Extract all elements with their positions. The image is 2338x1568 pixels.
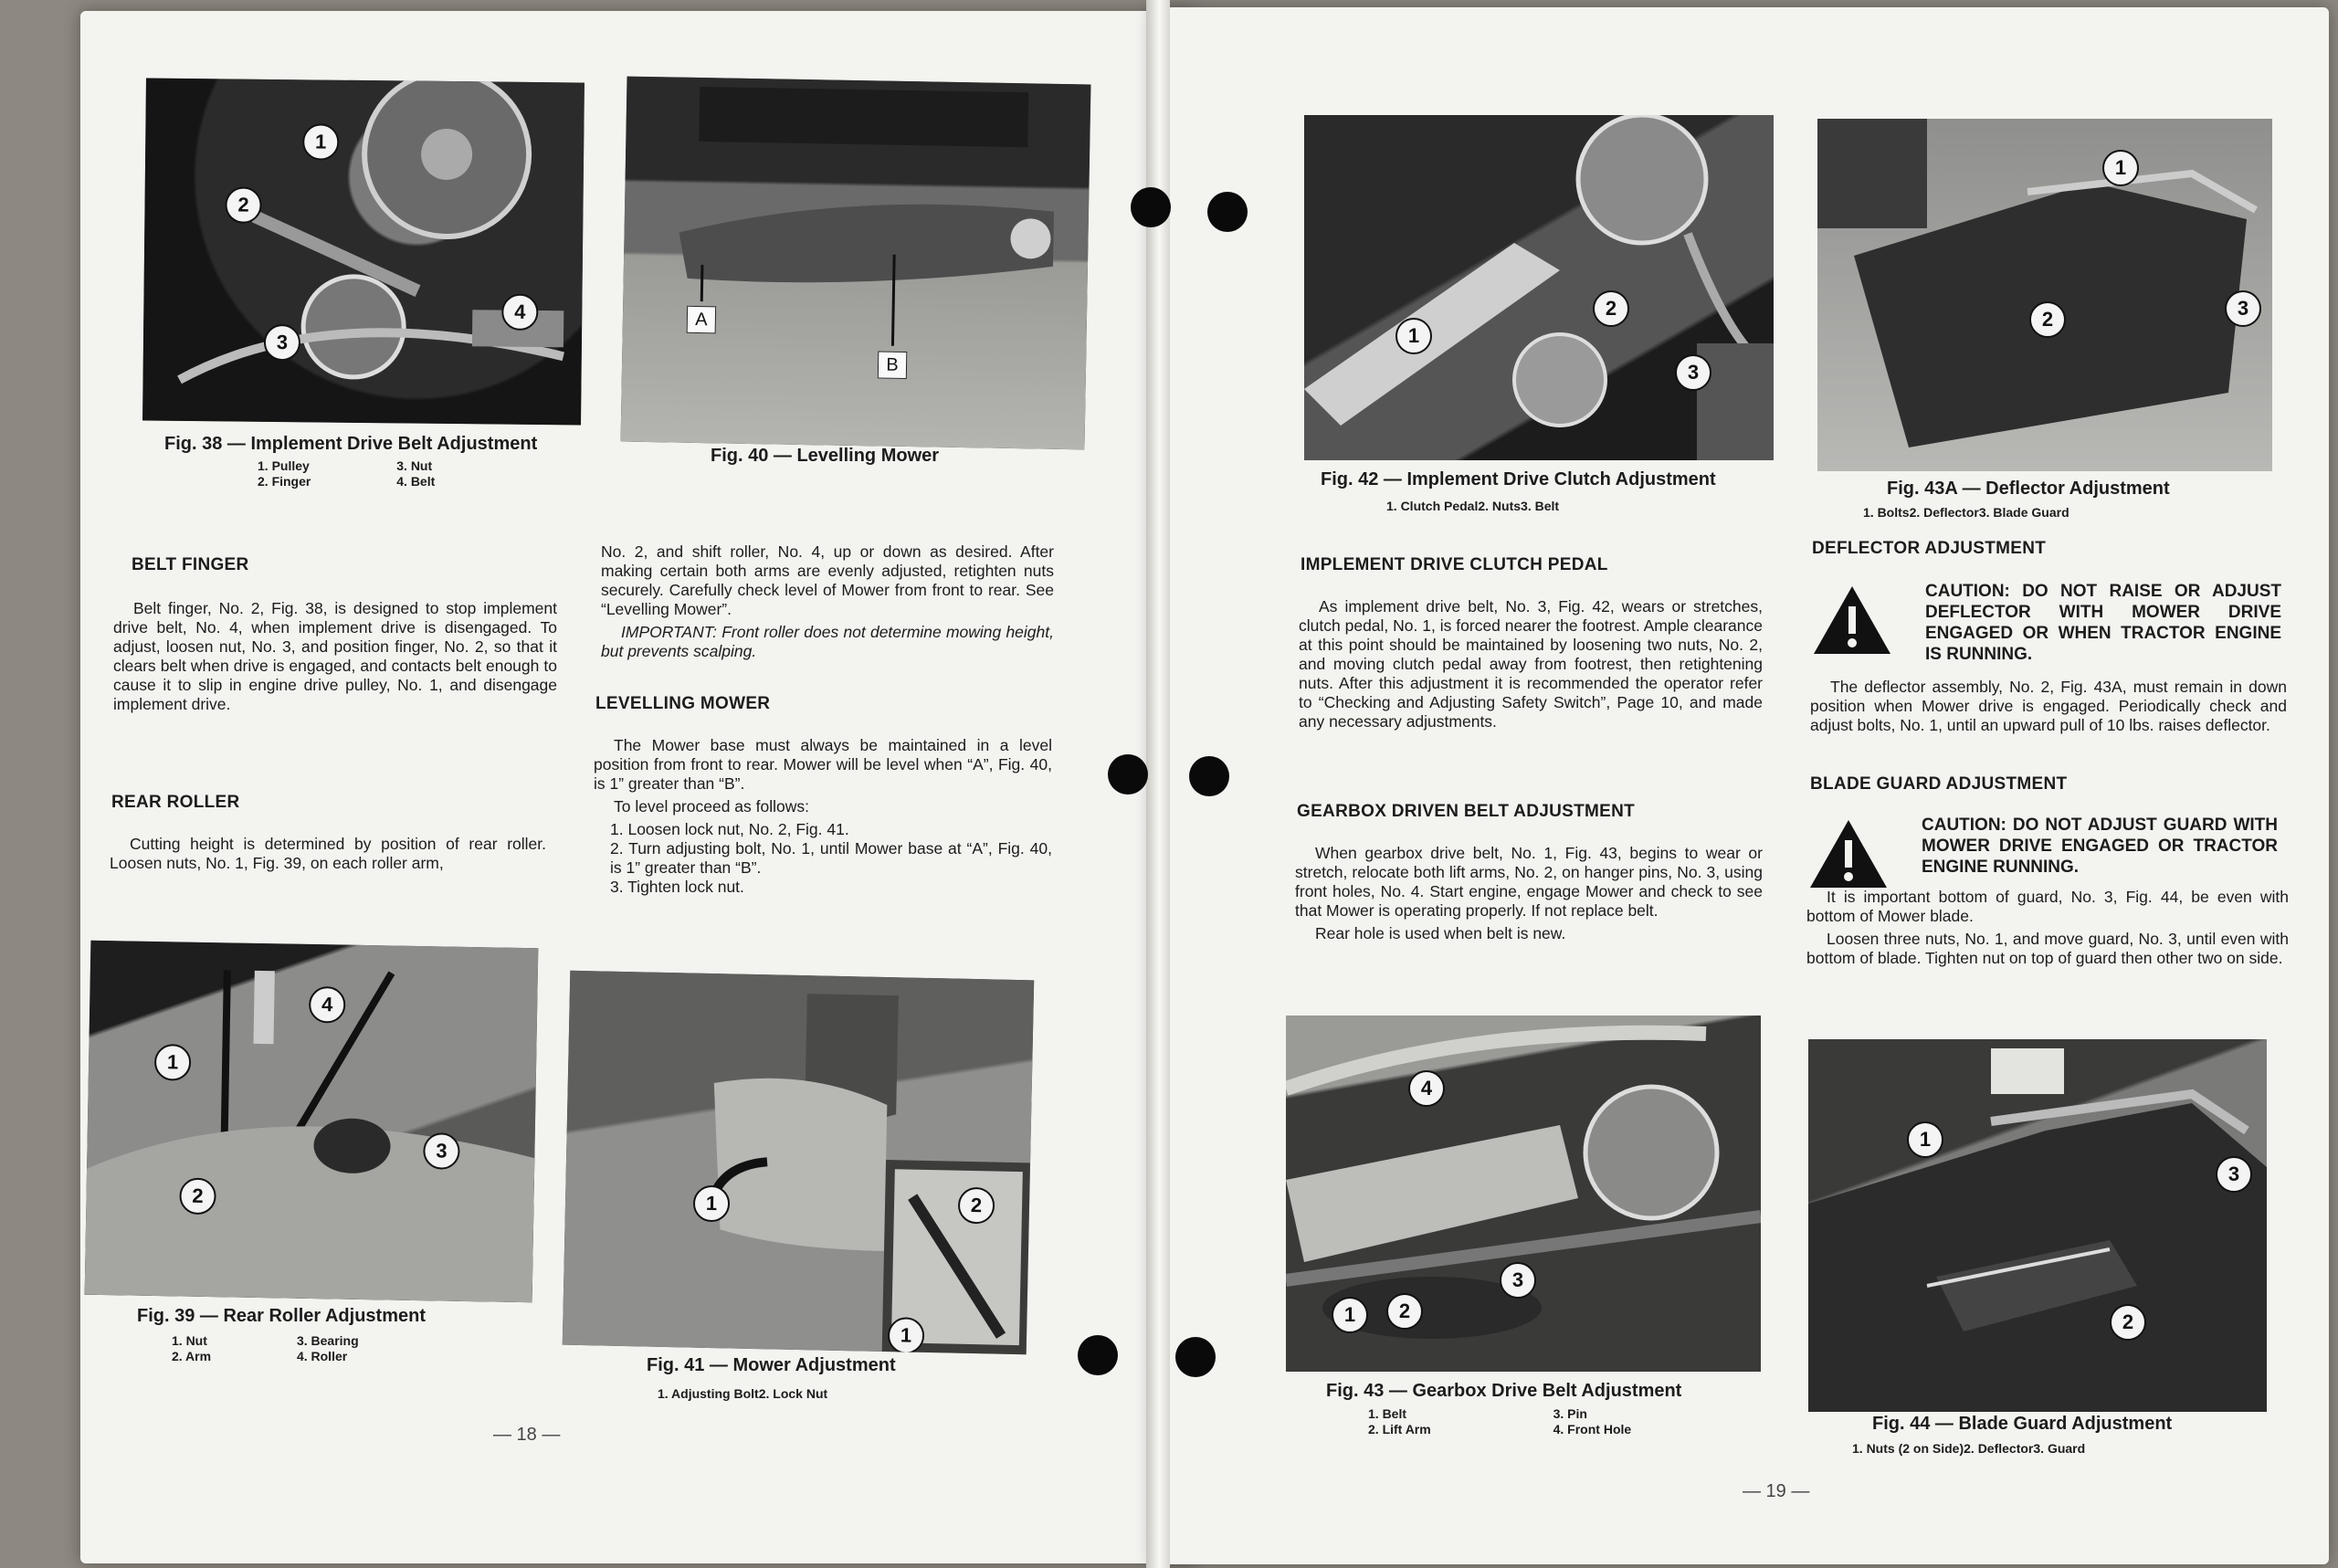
legend-item: 2. Nuts [1478, 499, 1522, 513]
fig43-caption: Fig. 43 — Gearbox Drive Belt Adjustment [1326, 1381, 1682, 1401]
fig40-caption: Fig. 40 — Levelling Mower [711, 446, 940, 466]
legend-item: 2. Finger [258, 474, 311, 489]
fig41-legend [658, 1386, 827, 1402]
gearbox-belt-heading: GEARBOX DRIVEN BELT ADJUSTMENT [1297, 802, 1636, 821]
fig40-marker-b: B [878, 351, 908, 379]
legend-item: 3. Nut [396, 458, 433, 473]
fig42-photo [1304, 115, 1774, 460]
punch-hole [1175, 1337, 1216, 1377]
page-number-18: — 18 — [493, 1425, 561, 1445]
fig40-marker-a: A [687, 306, 717, 334]
blade-guard-text [1806, 888, 2289, 972]
fig39-callout-4: 4 [309, 986, 346, 1024]
fig43-callout-2: 2 [1386, 1293, 1423, 1330]
fig43a-callout-1: 1 [2102, 150, 2139, 186]
deflector-text [1810, 678, 2287, 739]
legend-item: 4. Roller [296, 1349, 348, 1363]
fig41-callout-2: 2 [958, 1187, 995, 1225]
fig39-callout-2: 2 [179, 1177, 216, 1215]
step-item: 3. Tighten lock nut. [610, 878, 744, 896]
important-note: IMPORTANT: Front roller does not determine mowing height, but prevents scalping. [601, 623, 1054, 660]
paragraph: When gearbox drive belt, No. 1, Fig. 43, begins to wear or stretch, relocate both lift arms, No. 2, on hanger pins, No. 3, using front holes, No. 4. Start engine, engage Mower and check to see that Mower is operating properly. If not replace belt. [1295, 844, 1763, 920]
paragraph: Rear hole is used when belt is new. [1315, 924, 1566, 942]
fig44-legend [1852, 1441, 2085, 1457]
fig43-callout-1: 1 [1332, 1297, 1368, 1333]
fig41-drawing [563, 971, 1034, 1355]
fig41-photo [563, 971, 1034, 1355]
legend-item: 1. Nut [172, 1333, 207, 1348]
legend-item: 3. Guard [2033, 1441, 2086, 1456]
paragraph: No. 2, and shift roller, No. 4, up or down as desired. After making certain both arms are evenly adjusted, retighten nuts securely. Carefully check level of Mower from front to rear. See “Levelling Mower”. [601, 542, 1054, 618]
clutch-pedal-text [1299, 597, 1763, 735]
legend-item: 2. Lift Arm [1368, 1422, 1431, 1436]
legend-item: 1. Pulley [258, 458, 310, 473]
warning-icon [1812, 584, 1892, 656]
legend-item: 2. Deflector [1964, 1441, 2034, 1456]
fig42-callout-3: 3 [1675, 354, 1711, 391]
fig38-callout-2: 2 [225, 186, 261, 223]
fig42-drawing [1304, 115, 1774, 460]
fig38-photo [142, 78, 584, 425]
fig43-callout-3: 3 [1500, 1262, 1536, 1299]
legend-item: 2. Arm [172, 1349, 212, 1363]
punch-hole [1131, 187, 1171, 227]
legend-item: 3. Blade Guard [1978, 505, 2069, 520]
fig39-legend [172, 1333, 441, 1364]
fig41-callout-1b: 1 [888, 1317, 925, 1354]
fig43-callout-4: 4 [1408, 1070, 1445, 1107]
legend-item: 3. Belt [1521, 499, 1560, 513]
punch-hole [1189, 756, 1229, 796]
fig42-callout-1: 1 [1395, 318, 1432, 354]
fig42-callout-2: 2 [1593, 290, 1629, 327]
fig43a-drawing [1817, 119, 2272, 471]
legend-item: 2. Lock Nut [758, 1386, 828, 1401]
fig44-callout-1: 1 [1907, 1121, 1943, 1158]
punch-hole [1207, 192, 1248, 232]
fig44-callout-2: 2 [2110, 1304, 2146, 1341]
step-item: 1. Loosen lock nut, No. 2, Fig. 41. [610, 820, 849, 838]
paragraph: To level proceed as follows: [614, 797, 809, 816]
fig38-drawing [142, 78, 584, 425]
fig39-caption: Fig. 39 — Rear Roller Adjustment [137, 1306, 426, 1326]
warning-icon [1808, 818, 1889, 889]
spine [1146, 0, 1170, 1568]
paragraph: Cutting height is determined by position of rear roller. Loosen nuts, No. 1, Fig. 39, on each roller arm, [110, 835, 546, 872]
fig40-drawing [621, 77, 1091, 450]
continued-text [601, 542, 1054, 665]
fig44-callout-3: 3 [2216, 1156, 2252, 1193]
legend-item: 1. Belt [1368, 1406, 1407, 1421]
paragraph: The Mower base must always be maintained in a level position from front to rear. Mower will be level when “A”, Fig. 40, is 1” greater than “B”. [594, 736, 1052, 793]
fig43a-caption: Fig. 43A — Deflector Adjustment [1887, 479, 2170, 499]
deflector-heading: DEFLECTOR ADJUSTMENT [1812, 539, 2047, 558]
blade-guard-caution [1808, 815, 2287, 893]
rear-roller-heading: REAR ROLLER [111, 793, 240, 812]
fig38-caption: Fig. 38 — Implement Drive Belt Adjustment [164, 434, 538, 454]
legend-item: 3. Pin [1553, 1406, 1587, 1421]
fig41-caption: Fig. 41 — Mower Adjustment [647, 1355, 896, 1375]
legend-item: 1. Adjusting Bolt [658, 1386, 759, 1401]
fig43a-photo [1817, 119, 2272, 471]
fig39-callout-3: 3 [423, 1132, 460, 1170]
legend-item: 3. Bearing [296, 1333, 359, 1348]
fig42-legend [1386, 499, 1559, 514]
fig43a-callout-2: 2 [2029, 301, 2066, 338]
fig43a-callout-3: 3 [2225, 290, 2261, 327]
deflector-caution [1812, 581, 2287, 672]
paragraph: It is important bottom of guard, No. 3, Fig. 44, be even with bottom of Mower blade. [1806, 888, 2289, 925]
paragraph: As implement drive belt, No. 3, Fig. 42, wears or stretches, clutch pedal, No. 1, is forced nearer the footrest. Ample clearance at this point should be maintained by loosening two nuts, No. 2, and moving clutch pedal away from footrest, then retightening nuts. After this adjustment it is recommended the operator refer to “Checking and Adjusting Safety Switch”, Page 10, and made any necessary adjustments. [1299, 597, 1763, 731]
legend-item: 4. Belt [396, 474, 436, 489]
fig41-callout-1: 1 [693, 1185, 731, 1223]
legend-item: 1. Nuts (2 on Side) [1852, 1441, 1964, 1456]
gearbox-belt-text [1295, 844, 1763, 947]
fig38-legend [258, 458, 517, 489]
fig43-legend [1368, 1406, 1713, 1437]
step-item: 2. Turn adjusting bolt, No. 1, until Mower base at “A”, Fig. 40, is 1” greater than “B”. [610, 839, 1052, 877]
page-number-19: — 19 — [1743, 1481, 1810, 1501]
fig43a-legend [1863, 505, 2069, 521]
blade-guard-heading: BLADE GUARD ADJUSTMENT [1810, 774, 2068, 794]
legend-item: 4. Front Hole [1553, 1422, 1632, 1436]
fig40-photo [621, 77, 1091, 450]
fig44-drawing [1808, 1039, 2267, 1412]
levelling-heading: LEVELLING MOWER [595, 694, 771, 713]
fig38-callout-4: 4 [501, 294, 538, 331]
fig42-caption: Fig. 42 — Implement Drive Clutch Adjustment [1321, 469, 1716, 489]
fig38-callout-1: 1 [302, 123, 339, 160]
fig44-photo [1808, 1039, 2267, 1412]
belt-finger-text [113, 599, 557, 718]
fig43-photo [1286, 1016, 1761, 1372]
legend-item: 1. Bolts [1863, 505, 1910, 520]
paragraph: Belt finger, No. 2, Fig. 38, is designed to stop implement drive belt, No. 4, when implement drive is disengaged. To adjust, loosen nut, No. 3, and position finger, No. 2, so that it clears belt when drive is engaged, and contacts belt enough to cause it to slip in engine drive pulley, No. 1, and disengage implement drive. [113, 599, 557, 713]
paragraph: Loosen three nuts, No. 1, and move guard, No. 3, until even with bottom of blade. Tighten nut on top of guard then other two on side. [1806, 930, 2289, 967]
caution-text: CAUTION: DO NOT RAISE OR ADJUST DEFLECTOR WITH MOWER DRIVE ENGAGED OR WHEN TRACTOR ENGINE IS RUNNING. [1925, 582, 2281, 664]
belt-finger-heading: BELT FINGER [132, 555, 249, 574]
clutch-pedal-heading: IMPLEMENT DRIVE CLUTCH PEDAL [1301, 555, 1608, 574]
fig39-callout-1: 1 [154, 1044, 192, 1081]
legend-item: 1. Clutch Pedal [1386, 499, 1479, 513]
punch-hole [1078, 1335, 1118, 1375]
fig39-photo [85, 941, 539, 1302]
legend-item: 2. Deflector [1909, 505, 1979, 520]
punch-hole [1108, 754, 1148, 795]
rear-roller-text [110, 835, 546, 877]
levelling-text [594, 736, 1052, 897]
paragraph: The deflector assembly, No. 2, Fig. 43A, must remain in down position when Mower drive is engaged. Periodically check and adjust bolts, No. 1, until an upward pull of 10 lbs. raises deflector. [1810, 678, 2287, 734]
fig38-callout-3: 3 [264, 324, 300, 361]
caution-text: CAUTION: DO NOT ADJUST GUARD WITH MOWER DRIVE ENGAGED OR TRACTOR ENGINE RUNNING. [1922, 816, 2278, 877]
fig44-caption: Fig. 44 — Blade Guard Adjustment [1872, 1414, 2173, 1434]
